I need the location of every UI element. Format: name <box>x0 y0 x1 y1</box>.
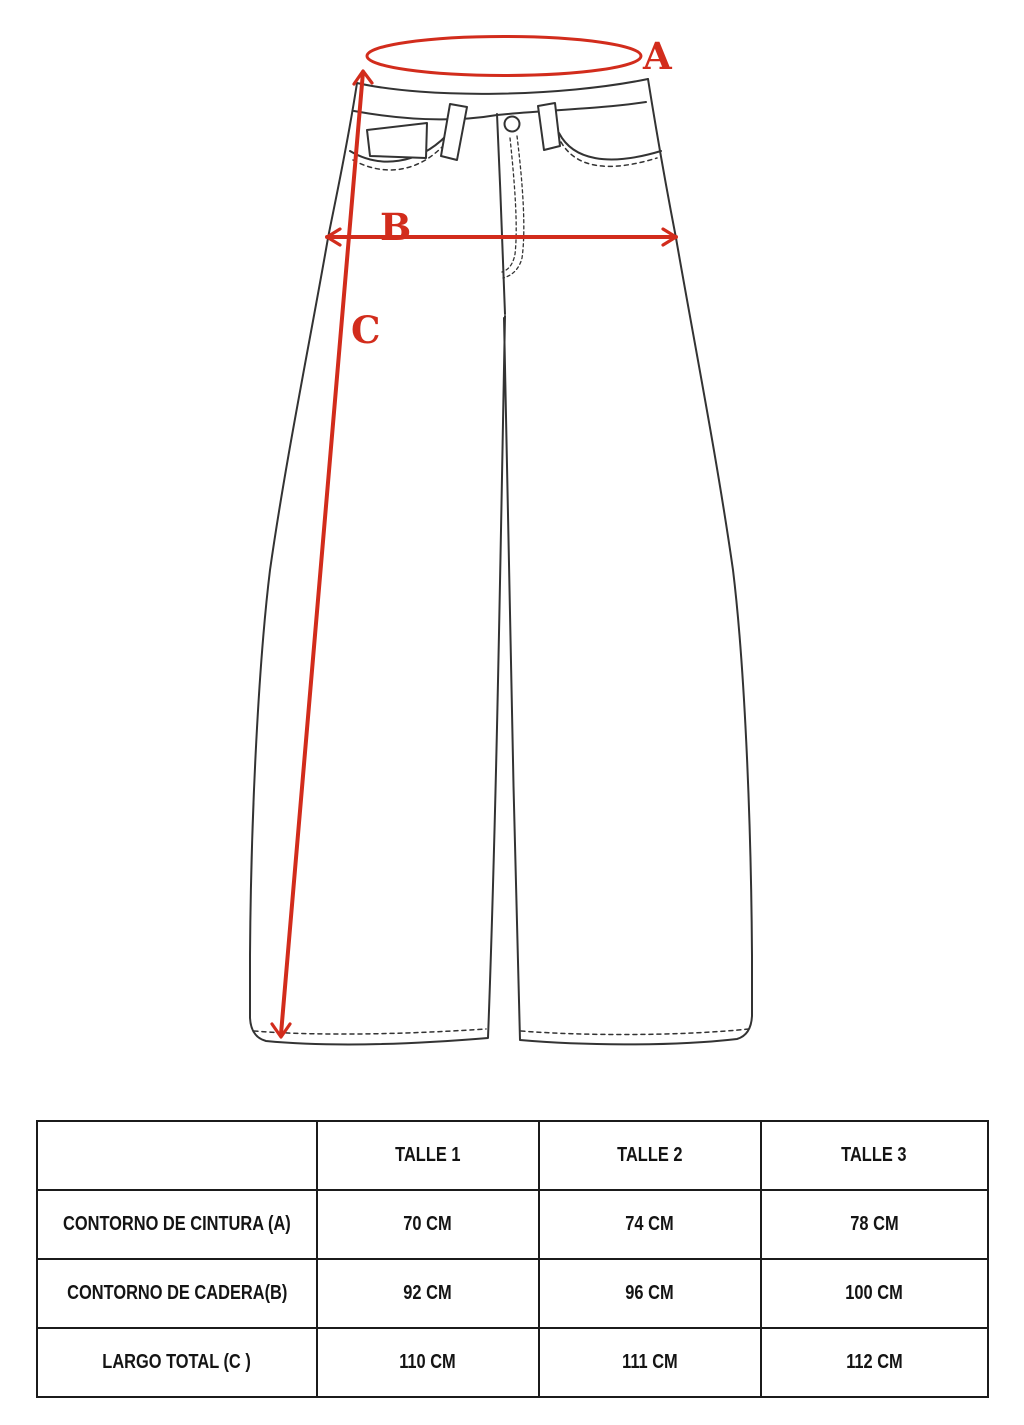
waist-value-talle-2 <box>539 1190 761 1259</box>
hip-value-talle-3-text: 100 CM <box>845 1282 903 1304</box>
size-table-header-row <box>37 1121 988 1190</box>
header-talle-2-text: TALLE 2 <box>617 1144 683 1166</box>
waist-measure-ellipse <box>367 37 641 76</box>
row-label-length-text: LARGO TOTAL (C ) <box>102 1351 252 1373</box>
hip-measure-label: B <box>380 205 412 249</box>
length-value-talle-3-text: 112 CM <box>846 1351 903 1373</box>
row-label-waist-text: CONTORNO DE CINTURA (A) <box>62 1213 291 1235</box>
hip-value-talle-1-text: 92 CM <box>403 1282 452 1304</box>
pants-left-leg-outline <box>250 83 505 1044</box>
fly-j-stitch-outer <box>503 136 524 278</box>
row-label-hip-text: CONTORNO DE CADERA(B) <box>66 1282 287 1304</box>
right-pocket-stitching <box>561 142 657 166</box>
hip-value-talle-1 <box>317 1259 539 1328</box>
hem-stitching-left <box>254 1029 486 1034</box>
waist-value-talle-1-text: 70 CM <box>403 1213 452 1235</box>
table-row-waist <box>37 1190 988 1259</box>
hip-value-talle-3 <box>761 1259 988 1328</box>
hem-stitching-right <box>521 1029 749 1035</box>
length-measure-line <box>281 72 363 1034</box>
table-row-hip <box>37 1259 988 1328</box>
fly-j-stitch-inner <box>502 138 516 272</box>
table-row-length <box>37 1328 988 1397</box>
waistband-top-edge <box>357 79 648 94</box>
waist-value-talle-2-text: 74 CM <box>625 1213 674 1235</box>
row-label-waist <box>37 1190 317 1259</box>
header-cell-empty <box>37 1121 317 1190</box>
length-value-talle-1-text: 110 CM <box>399 1351 457 1373</box>
length-value-talle-2-text: 111 CM <box>621 1351 678 1373</box>
row-label-length <box>37 1328 317 1397</box>
hip-value-talle-2 <box>539 1259 761 1328</box>
waist-value-talle-3 <box>761 1190 988 1259</box>
header-cell-talle-2 <box>539 1121 761 1190</box>
header-talle-3-text: TALLE 3 <box>841 1144 907 1166</box>
belt-loop-right <box>538 103 560 150</box>
row-label-hip <box>37 1259 317 1328</box>
length-measure-label: C <box>351 308 381 352</box>
coin-pocket <box>367 123 427 158</box>
header-talle-1-text: TALLE 1 <box>395 1144 461 1166</box>
waist-value-talle-3-text: 78 CM <box>850 1213 899 1235</box>
waistband-bottom-edge <box>354 102 646 119</box>
length-value-talle-2 <box>539 1328 761 1397</box>
waist-value-talle-1 <box>317 1190 539 1259</box>
size-table <box>36 1120 989 1398</box>
fly-seam <box>497 114 505 314</box>
length-value-talle-1 <box>317 1328 539 1397</box>
header-cell-talle-3 <box>761 1121 988 1190</box>
hip-value-talle-2-text: 96 CM <box>625 1282 674 1304</box>
length-value-talle-3 <box>761 1328 988 1397</box>
right-pocket-curve <box>559 133 661 159</box>
pants-right-leg-outline <box>504 79 752 1044</box>
waist-button <box>505 117 520 132</box>
waist-measure-label: A <box>643 34 672 78</box>
belt-loop-left <box>441 104 467 160</box>
header-cell-talle-1 <box>317 1121 539 1190</box>
